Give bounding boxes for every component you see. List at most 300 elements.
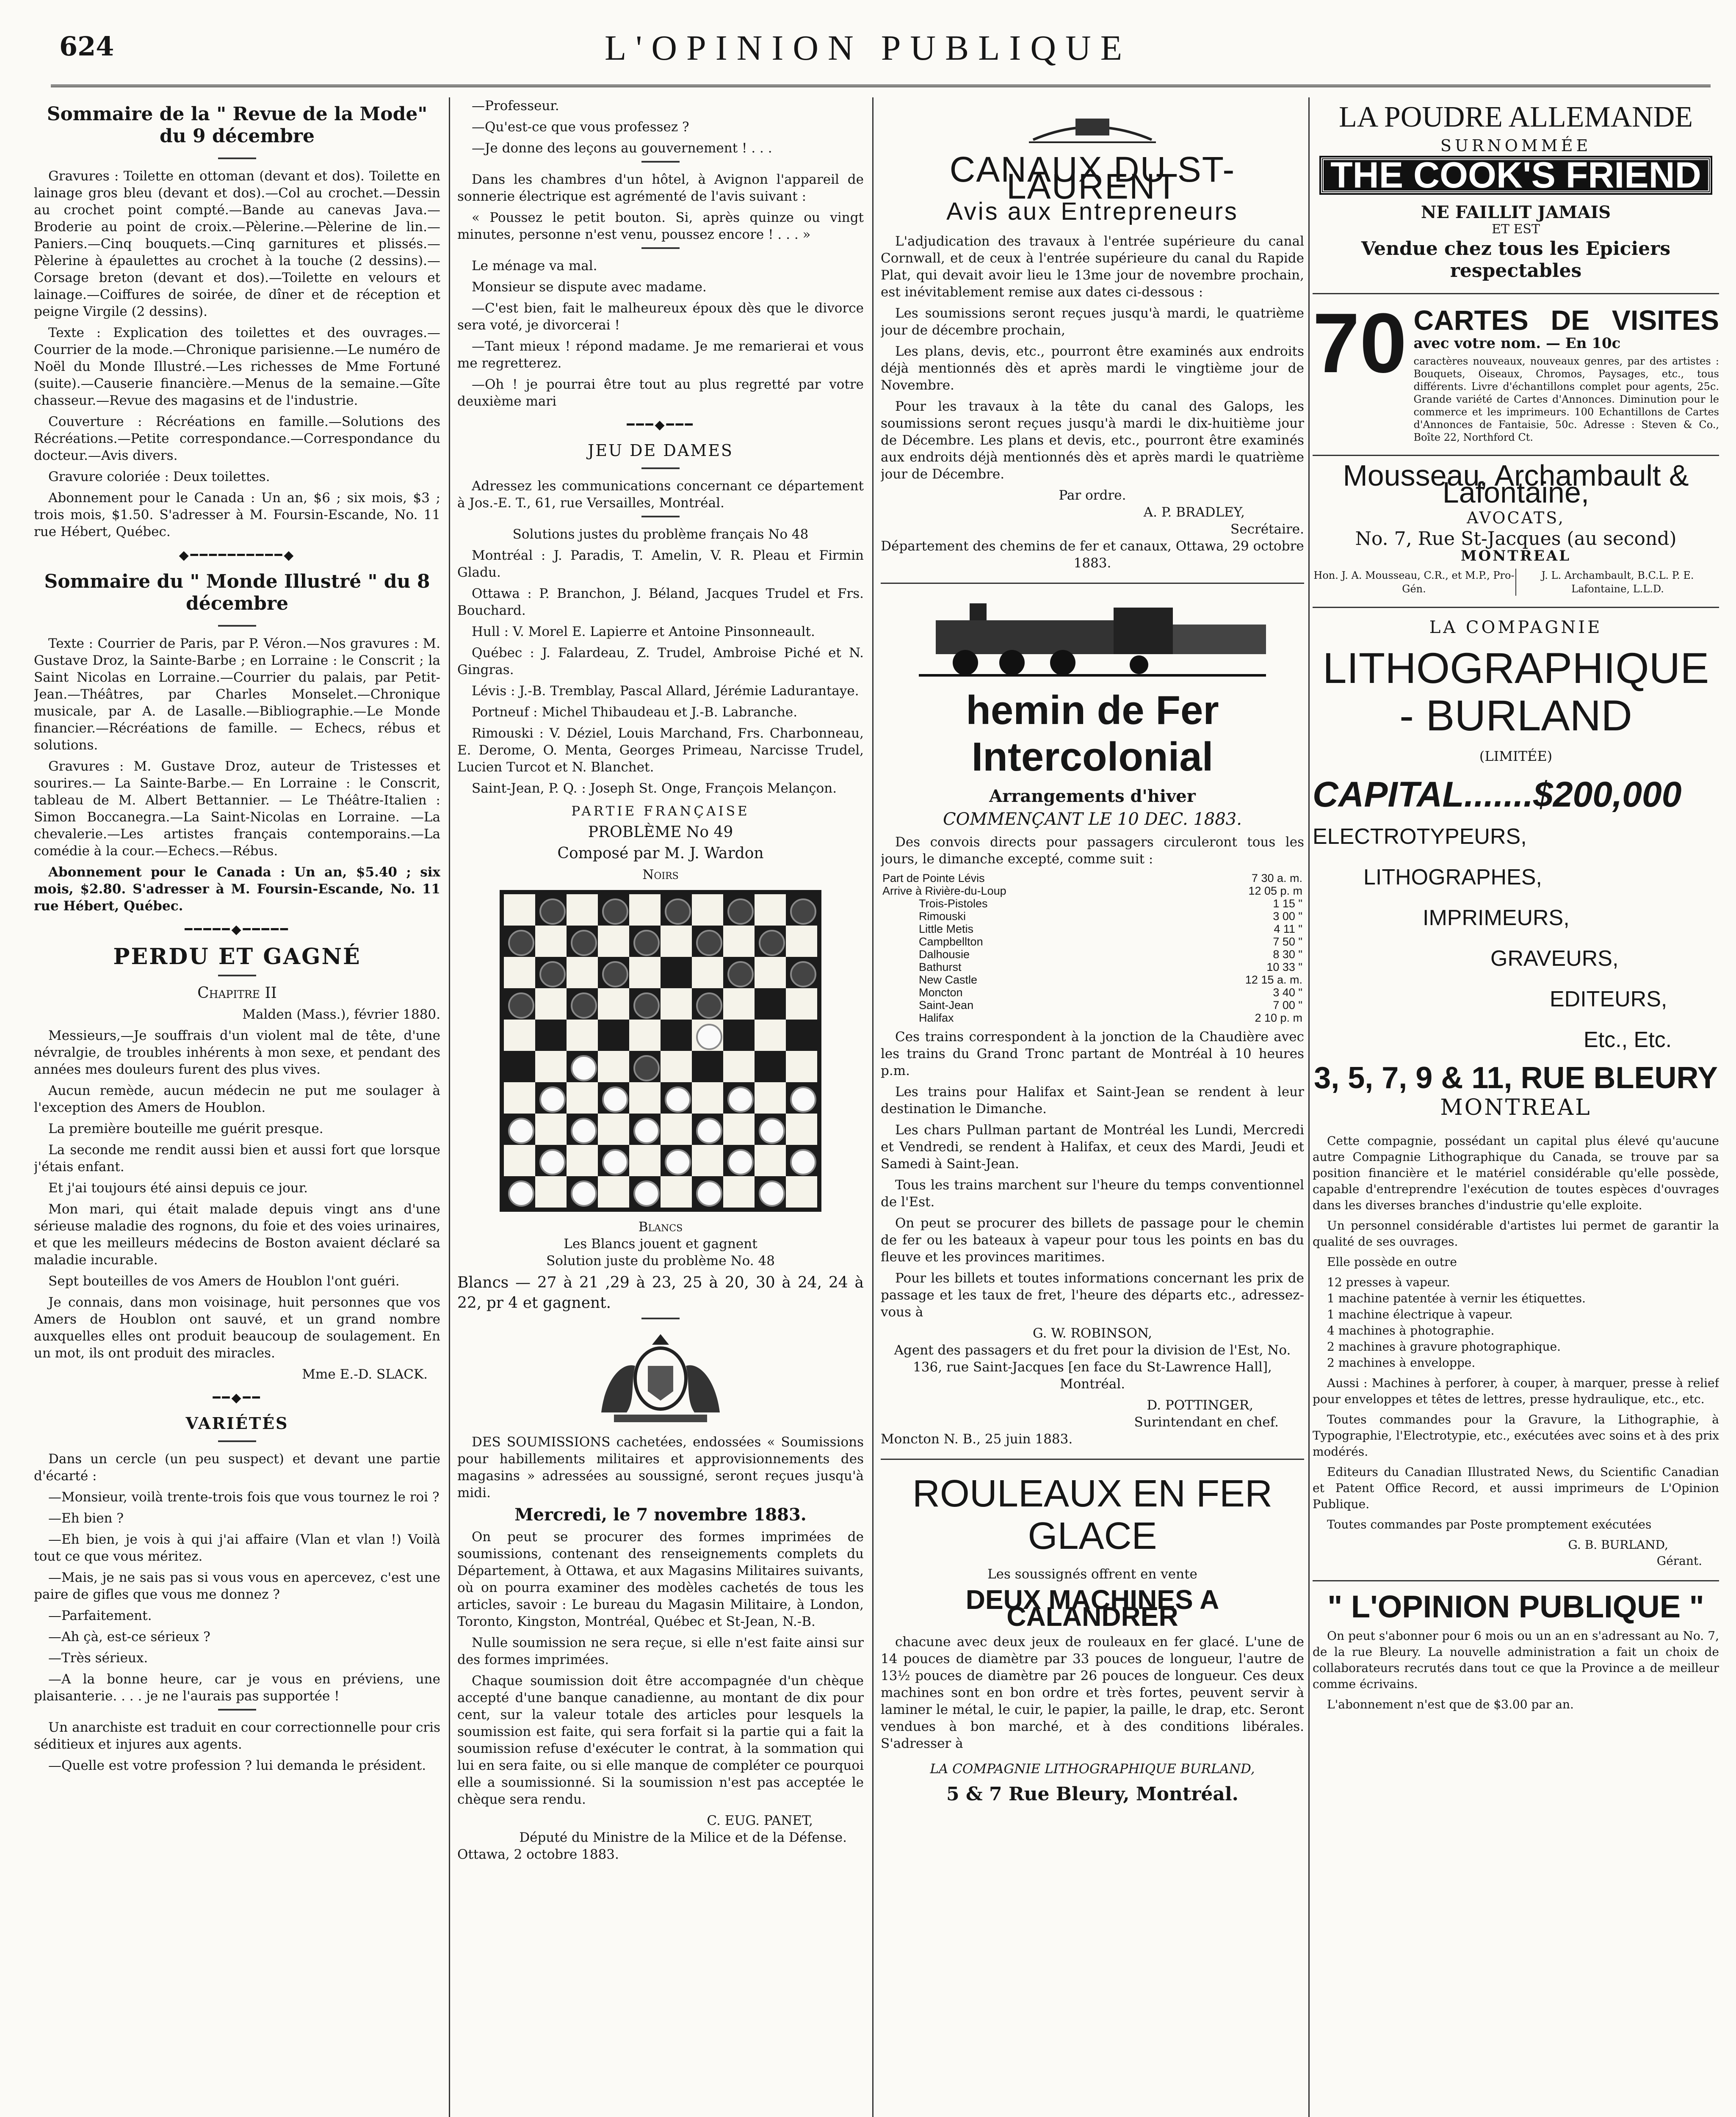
masthead-rule: [51, 85, 1711, 87]
compagnie-label: LA COMPAGNIE: [1429, 618, 1603, 637]
board-square: [629, 1082, 661, 1114]
departure-time: 3 40 ": [1273, 986, 1302, 999]
service-item: LITHOGRAPHES,: [1363, 865, 1542, 890]
column-2: [457, 97, 864, 2117]
schedule-row: [881, 961, 1304, 973]
paragraph: Les trains pour Halifax et Saint-Jean se rendent à leur destination le Dimanche.: [881, 1084, 1304, 1117]
board-square: [661, 1051, 692, 1082]
avocats-address: No. 7, Rue St-Jacques (au second): [1355, 528, 1677, 550]
board-square: [504, 926, 535, 957]
board-square: [629, 1051, 661, 1082]
black-piece: [633, 1055, 660, 1081]
paragraph: Aussi : Machines à perforer, à couper, à marquer, presse à relief pour enveloppes et têtes de lettres, presse hydraulique, etc., etc.: [1313, 1376, 1719, 1406]
paragraph: Et j'ai toujours été ainsi depuis ce jour.: [48, 1180, 308, 1196]
ad-divider: [881, 1459, 1304, 1460]
board-square: [567, 957, 598, 988]
commencant-line: COMMENÇANT LE 10 DEC. 1883.: [943, 810, 1242, 829]
board-square: [692, 1145, 723, 1176]
departure-time: 8 30 ": [1273, 948, 1302, 961]
solution-line: Hull : V. Morel E. Lapierre et Antoine Pinsonneault.: [472, 624, 815, 639]
board-square: [535, 894, 567, 926]
signature: G. B. BURLAND,: [1568, 1538, 1668, 1552]
schedule-row: [881, 923, 1304, 935]
paragraph: —Tant mieux ! répond madame. Je me remarierai et vous me regretterez.: [457, 339, 864, 371]
board-square: [692, 926, 723, 957]
paragraph: Mon mari, qui était malade depuis vingt ans d'une sérieuse maladie des rognons, du foie et des voies urinaires, et que les meilleurs médecins de Boston avaient déclaré sa maladie incurable.: [34, 1202, 440, 1268]
white-piece: [571, 1118, 597, 1144]
paragraph: Adressez les communications concernant ce département à Jos.-E. T., 61, rue Versailles, Montréal.: [457, 478, 864, 511]
board-square: [786, 1145, 817, 1176]
vendue-line: Vendue chez tous les Epiciers respectables: [1361, 238, 1671, 282]
names-left: Hon. J. A. Mousseau, C.R., et M.P., Pro-Gén.: [1313, 569, 1515, 595]
faillit-line: NE FAILLIT JAMAIS: [1421, 202, 1611, 222]
dateline: Malden (Mass.), février 1880.: [242, 1007, 440, 1022]
paragraph: Pour les billets et toutes informations concernant les prix de passage et les taux de fret, l'heure des départs etc., adressez-vous à: [881, 1271, 1304, 1320]
board-square: [629, 988, 661, 1020]
noirs-label: Noirs: [642, 867, 679, 882]
departure-time: 7 00 ": [1273, 999, 1302, 1012]
paragraph: Les plans, devis, etc., pourront être examinés aux endroits déjà mentionnés dès et après mardi le vingtième jour de Novembre.: [881, 344, 1304, 393]
station-name: Trois-Pistoles: [919, 897, 988, 910]
dateline: Moncton N. B., 25 juin 1883.: [881, 1432, 1073, 1447]
board-square: [755, 1176, 786, 1208]
board-square: [723, 1176, 755, 1208]
board-square: [723, 1145, 755, 1176]
ornament-rule: ━━━◆━━━: [627, 417, 694, 432]
board-square: [692, 957, 723, 988]
litho-heading: LITHOGRAPHIQUE - BURLAND: [1322, 644, 1709, 740]
board-square: [723, 1051, 755, 1082]
ad-divider: [881, 583, 1304, 584]
white-piece: [727, 1086, 754, 1113]
revue-abonnement: Abonnement pour le Canada : Un an, $6 ; six mois, $3 ; trois mois, $1.50. S'adresser à M. Foursin-Escande, No. 11 rue Hébert, Québec.: [34, 490, 440, 539]
revue-couverture: Couverture : Récréations en famille.—Solutions des Récréations.—Petite correspondance.—Correspondance du docteur.—Avis divers.: [34, 414, 440, 463]
white-piece: [696, 1024, 722, 1050]
white-piece: [790, 1149, 816, 1175]
board-square: [504, 957, 535, 988]
paragraph: Toutes commandes par Poste promptement exécutées: [1327, 1517, 1652, 1531]
varietes-heading: VARIÉTÉS: [185, 1414, 289, 1433]
service-item: IMPRIMEURS,: [1423, 906, 1570, 930]
board-square: [755, 894, 786, 926]
station-name: Saint-Jean: [919, 999, 974, 1012]
board-square: [535, 926, 567, 957]
rule: [218, 158, 256, 159]
station-name: Rimouski: [919, 910, 966, 923]
paragraph: L'adjudication des travaux à l'entrée supérieure du canal Cornwall, et de ceux à l'entrée supérieure du canal du Rapide Plat, qui devait avoir lieu le 13me jour de novembre prochain, est inévitablement remise aux dates ci-dessous :: [881, 234, 1304, 300]
dateline: Département des chemins de fer et canaux, Ottawa, 29 octobre 1883.: [881, 539, 1304, 571]
board-square: [629, 1145, 661, 1176]
ornament-rule: ━━━━━◆━━━━━: [185, 922, 290, 937]
board-square: [629, 957, 661, 988]
paragraph: —Quelle est votre profession ? lui demanda le président.: [48, 1758, 426, 1773]
board-square: [504, 1020, 535, 1051]
column-divider: [872, 97, 874, 2117]
black-piece: [696, 992, 722, 1019]
schedule-row: [881, 884, 1304, 897]
surnommee-label: SURNOMMÉE: [1440, 136, 1592, 155]
board-square: [504, 1114, 535, 1145]
service-item: ELECTROTYPEURS,: [1313, 824, 1527, 849]
board-square: [786, 1176, 817, 1208]
departure-time: 3 00 ": [1273, 910, 1302, 923]
departure-time: 4 11 ": [1274, 923, 1302, 935]
board-square: [755, 926, 786, 957]
signature-title: Député du Ministre de la Milice et de la Défense.: [519, 1830, 847, 1845]
schedule-row: [881, 1012, 1304, 1024]
signature-title: Secrétaire.: [1230, 522, 1304, 537]
board-square: [535, 1114, 567, 1145]
board-square: [723, 957, 755, 988]
paragraph: On peut se procurer des formes imprimées de soumissions, contenant des renseignements complets du Département, à Ottawa, et aux Magasins Militaires suivants, où on pourra examiner des modèles cachetés de tous les articles, savoir : Le bureau du Magasin Militaire, à London, Toronto, Kingston, Montréal, Québec et St-Jean, N.-B.: [457, 1529, 864, 1629]
paragraph: Ces trains correspondent à la jonction de la Chaudière avec les trains du Grand Tronc partant de Montréal à 10 heures p.m.: [881, 1029, 1304, 1078]
board-square: [598, 1145, 629, 1176]
rule: [218, 975, 256, 976]
paragraph: Elle possède en outre: [1327, 1255, 1457, 1269]
ornament-rule: ◆━━━━━━━━━━◆: [179, 548, 296, 563]
board-square: [661, 1145, 692, 1176]
board-square: [786, 926, 817, 957]
solution-line: Lévis : J.-B. Tremblay, Pascal Allard, Jérémie Ladurantaye.: [472, 683, 859, 699]
poudre-heading: LA POUDRE ALLEMANDE: [1338, 101, 1693, 133]
masthead: [25, 23, 1711, 74]
board-square: [661, 894, 692, 926]
board-square: [723, 1020, 755, 1051]
paragraph: Sept bouteilles de vos Amers de Houblon l'ont guéri.: [48, 1274, 400, 1289]
board-square: [692, 988, 723, 1020]
solution-line: Montréal : J. Paradis, T. Amelin, V. R. Pleau et Firmin Gladu.: [457, 548, 864, 580]
board-square: [567, 1082, 598, 1114]
rule: [218, 1440, 256, 1442]
board-square: [535, 1051, 567, 1082]
rule: [641, 161, 680, 163]
solution-line: Québec : J. Falardeau, Z. Trudel, Ambroise Piché et N. Gingras.: [457, 645, 864, 677]
paragraph: DES SOUMISSIONS cachetées, endossées « Soumissions pour habillements militaires et approvisionnements des magasins » adressées au soussigné, seront reçues jusqu'à midi.: [457, 1434, 864, 1501]
black-piece: [759, 930, 785, 956]
paragraph: —Qu'est-ce que vous professez ?: [472, 119, 689, 135]
rouleaux-heading: ROULEAUX EN FER GLACE: [912, 1473, 1273, 1557]
page-number: 624: [59, 31, 114, 62]
board-square: [661, 1114, 692, 1145]
black-piece: [633, 992, 660, 1019]
departure-time: 7 50 ": [1273, 935, 1302, 948]
solution-juste: Solution juste du problème No. 48: [546, 1253, 775, 1269]
paragraph: « Poussez le petit bouton. Si, après quinze ou vingt minutes, personne n'est venu, poussez encore ! . . . »: [457, 210, 864, 242]
board-square: [692, 1020, 723, 1051]
board-square: [786, 957, 817, 988]
service-item: Etc., Etc.: [1584, 1028, 1672, 1052]
board-square: [535, 1082, 567, 1114]
board-square: [692, 1051, 723, 1082]
paragraph: Chaque soumission doit être accompagnée d'un chèque accepté d'une banque canadienne, au montant de dix pour cent, sur la valeur totale des articles pour lesquels la soumission est faite, qui sera forfait si la partie qui a fait la soumission refuse d'exécuter le contrat, à la sommation qui lui en sera faite, ou si elle manque de compléter ce pourquoi elle a soumissionné. Si la soumission n'est pas acceptée le chèque sera rendu.: [457, 1673, 864, 1807]
station-name: Little Metis: [919, 923, 974, 935]
paragraph: Je connais, dans mon voisinage, huit personnes que vos Amers de Houblon ont sauvé, et un grand nombre auxquelles elles ont produit beaucoup de soulagement. En un mot, ils ont produit des miracles.: [34, 1295, 440, 1361]
ad-divider: [1313, 1580, 1719, 1581]
white-piece: [633, 1118, 660, 1144]
paragraph: —A la bonne heure, car je vous en préviens, une plaisanterie. . . . je ne l'aurais pas supportée !: [34, 1672, 440, 1704]
black-piece: [696, 930, 722, 956]
black-piece: [790, 961, 816, 987]
column-divider: [449, 97, 450, 2117]
board-square: [567, 894, 598, 926]
limitee-label: (LIMITÉE): [1479, 748, 1553, 764]
board-square: [692, 1114, 723, 1145]
monde-texte: Texte : Courrier de Paris, par P. Véron.—Nos gravures : M. Gustave Droz, la Sainte-Barbe ; en Lorraine : le Conscrit ; la Saint Nicolas en Lorraine.—Courrier du palais, par Petit-Jean.—Théâtres, par Charles Monselet.—Chronique musicale, par A. de Lasalle.—Bibliographie.—Le Monde financier.—Récréations de famille. — Echecs, rébus et solutions.: [34, 636, 440, 753]
board-square: [786, 1114, 817, 1145]
schedule-row: [881, 986, 1304, 999]
board-square: [723, 926, 755, 957]
white-piece: [759, 1118, 785, 1144]
solution-line: Ottawa : P. Branchon, J. Béland, Jacques Trudel et Frs. Bouchard.: [457, 586, 864, 618]
board-square: [661, 1020, 692, 1051]
black-piece: [727, 898, 754, 925]
equipment-item: 2 machines à gravure photographique.: [1327, 1340, 1561, 1354]
arrangements-heading: Arrangements d'hiver: [989, 786, 1196, 806]
signature: D. POTTINGER,: [1147, 1398, 1253, 1413]
signature: Mme E.-D. SLACK.: [302, 1367, 428, 1382]
ornament-rule: ━━◆━━: [213, 1390, 262, 1405]
paragraph: Pour les travaux à la tête du canal des Galops, les soumissions seront reçues jusqu'à mardi le dix-huitième jour de Décembre. Les plans et devis, etc., pourront être examinés aux endroits déjà mentionnés dès et après mardi le quatrième jour de Décembre.: [881, 399, 1304, 482]
paragraph: —Professeur.: [472, 98, 559, 113]
white-piece: [696, 1118, 722, 1144]
paragraph: Aucun remède, aucun médecin ne put me soulager à l'exception des Amers de Houblon.: [34, 1083, 440, 1115]
black-piece: [602, 961, 628, 987]
paragraph: —Eh bien, je vois à qui j'ai affaire (Vlan et vlan !) Voilà tout ce que vous méritez.: [34, 1532, 440, 1564]
white-piece: [602, 1149, 628, 1175]
departure-time: 7 30 a. m.: [1251, 872, 1302, 884]
royal-arms-illustration: [576, 1328, 745, 1429]
solution-line: Rimouski : V. Déziel, Louis Marchand, Frs. Charbonneau, E. Derome, O. Menta, Georges Primeau, Narcisse Trudel, Lucien Turcot et N. Blanchet.: [457, 726, 864, 775]
signature-title: Gérant.: [1656, 1554, 1702, 1568]
board-square: [598, 1114, 629, 1145]
company-address: 5 & 7 Rue Bleury, Montréal.: [946, 1783, 1238, 1805]
board-square: [504, 1176, 535, 1208]
station-name: Halifax: [919, 1012, 954, 1024]
white-piece: [539, 1086, 566, 1113]
signature: A. P. BRADLEY,: [1143, 505, 1245, 520]
cartes-ad: [1313, 296, 1719, 444]
board-square: [755, 988, 786, 1020]
company-name: LA COMPAGNIE LITHOGRAPHIQUE BURLAND,: [930, 1761, 1255, 1777]
paragraph: —Je donne des leçons au gouvernement ! . . .: [472, 141, 772, 156]
black-piece: [571, 992, 597, 1019]
departure-time: 12 05 p. m: [1248, 884, 1302, 897]
black-piece: [508, 930, 534, 956]
board-square: [786, 1020, 817, 1051]
white-piece: [665, 1086, 691, 1113]
board-square: [755, 1020, 786, 1051]
paragraph: Les chars Pullman partant de Montréal les Lundi, Mercredi et Vendredi, se rendent à Halifax, et ceux des Mardi, Jeudi et Samedi à Saint-Jean.: [881, 1122, 1304, 1172]
white-piece: [571, 1055, 597, 1081]
white-piece: [727, 1149, 754, 1175]
station-name: Part de Pointe Lévis: [882, 872, 985, 884]
signature-title: Surintendant en chef.: [1134, 1415, 1279, 1430]
ad-divider: [1313, 607, 1719, 608]
board-square: [567, 1176, 598, 1208]
column-1: [34, 97, 440, 2117]
equipment-item: 2 machines à enveloppe.: [1327, 1356, 1476, 1370]
black-piece: [665, 898, 691, 925]
white-piece: [665, 1149, 691, 1175]
board-square: [535, 1020, 567, 1051]
white-piece: [696, 1180, 722, 1207]
station-name: Arrive à Rivière-du-Loup: [882, 884, 1006, 897]
board-square: [786, 1082, 817, 1114]
paragraph: Tous les trains marchent sur l'heure du temps conventionnel de l'Est.: [881, 1177, 1304, 1210]
dames-heading: JEU DE DAMES: [588, 441, 733, 460]
board-square: [535, 1176, 567, 1208]
departure-time: 1 15 ": [1273, 897, 1302, 910]
black-piece: [727, 961, 754, 987]
service-item: EDITEURS,: [1550, 987, 1667, 1012]
black-piece: [539, 898, 566, 925]
black-piece: [633, 930, 660, 956]
equipment-item: 1 machine électrique à vapeur.: [1327, 1307, 1513, 1321]
canaux-heading: CANAUX DU ST-LAURENT: [949, 149, 1236, 206]
board-square: [661, 1082, 692, 1114]
board-square: [598, 1020, 629, 1051]
monde-abonnement: Abonnement pour le Canada : Un an, $5.40 ; six mois, $2.80. S'adresser à M. Foursin-Escande, No. 11 rue Hébert, Québec.: [34, 865, 440, 914]
paragraph: On peut s'abonner pour 6 mois ou un an en s'adressant au No. 7, de la rue Bleury. La nouvelle administration a fait un choix de collaborateurs recrutés dans tout ce que la Province a de meilleur comme écrivains.: [1313, 1629, 1719, 1691]
equipment-item: 4 machines à photographie.: [1327, 1324, 1495, 1338]
solutions-heading: Solutions justes du problème français No 48: [512, 527, 809, 542]
train-schedule: [881, 872, 1304, 1024]
black-piece: [508, 992, 534, 1019]
paragraph: Monsieur se dispute avec madame.: [472, 279, 707, 295]
revue-coloriee: Gravure coloriée : Deux toilettes.: [48, 469, 270, 484]
rule: [641, 467, 680, 469]
solution-line: Portneuf : Michel Thibaudeau et J.-B. Labranche.: [472, 705, 798, 720]
par-ordre: Par ordre.: [1059, 488, 1126, 503]
board-square: [723, 1082, 755, 1114]
solution-moves: Blancs — 27 à 21 ,29 à 23, 25 à 20, 30 à 24, 24 à 22, pr 4 et gagnent.: [457, 1274, 864, 1312]
board-square: [598, 1082, 629, 1114]
revue-heading: Sommaire de la " Revue de la Mode" du 9 décembre: [47, 103, 428, 147]
station-name: Campbellton: [919, 935, 983, 948]
paragraph: Editeurs du Canadian Illustrated News, du Scientific Canadian et Patent Office Record, et aussi imprimeurs de L'Opinion Publique.: [1313, 1465, 1719, 1511]
board-square: [786, 894, 817, 926]
paragraph: Les soumissions seront reçues jusqu'à mardi, le quatrième jour de décembre prochain,: [881, 306, 1304, 338]
board-square: [598, 988, 629, 1020]
board-square: [692, 1176, 723, 1208]
board-square: [692, 1082, 723, 1114]
paragraph: Un anarchiste est traduit en cour correctionnelle pour cris séditieux et injures aux agents.: [34, 1720, 440, 1752]
board-square: [755, 957, 786, 988]
board-square: [755, 1145, 786, 1176]
white-piece: [633, 1180, 660, 1207]
station-name: Dalhousie: [919, 948, 970, 961]
black-piece: [571, 930, 597, 956]
paragraph: Le ménage va mal.: [472, 258, 597, 274]
board-square: [629, 1176, 661, 1208]
paragraph: L'abonnement n'est que de $3.00 par an.: [1327, 1697, 1574, 1711]
perdu-heading: PERDU ET GAGNÉ: [113, 944, 361, 970]
rule: [218, 1709, 256, 1711]
board-square: [598, 926, 629, 957]
rue-bleury-address: 3, 5, 7, 9 & 11, RUE BLEURY: [1314, 1061, 1718, 1095]
monde-heading: Sommaire du " Monde Illustré " du 8 décembre: [44, 571, 430, 614]
paragraph: —Oh ! je pourrai être tout au plus regretté par votre deuxième mari: [457, 377, 864, 409]
paragraph: Dans les chambres d'un hôtel, à Avignon l'appareil de sonnerie électrique est agrémenté de l'avis suivant :: [457, 172, 864, 204]
white-piece: [539, 1149, 566, 1175]
blancs-jouent: Les Blancs jouent et gagnent: [564, 1236, 757, 1252]
composer-line: Composé par M. J. Wardon: [557, 845, 764, 862]
board-square: [661, 926, 692, 957]
board-square: [567, 1145, 598, 1176]
board-square: [598, 1051, 629, 1082]
paragraph: Messieurs,—Je souffrais d'un violent mal de tête, d'une névralgie, de troubles inhérents à mon sexe, et pendant des années mes douleurs furent des plus vives.: [34, 1028, 440, 1077]
board-square: [567, 926, 598, 957]
rule: [218, 625, 256, 627]
paragraph: —Mais, je ne sais pas si vous vous en apercevez, c'est une paire de gifles que vous me donnez ?: [34, 1570, 440, 1602]
equipment-item: 12 presses à vapeur.: [1327, 1275, 1450, 1289]
station-name: New Castle: [919, 973, 978, 986]
white-piece: [571, 1180, 597, 1207]
service-item: GRAVEURS,: [1490, 946, 1619, 971]
monde-gravures: Gravures : M. Gustave Droz, auteur de Tristesses et sourires.— La Sainte-Barbe.— En Lorraine : le Conscrit, tableau de M. Albert Bettannier. — Le Théâtre-Italien : Simon Boccanegra.—La Saint-Nicolas en Lorraine. —La chevalerie.—Les artistes français contemporains.—La comédie à la cour.—Echecs.—Rébus.: [34, 759, 440, 859]
departure-time: 12 15 a. m.: [1245, 973, 1302, 986]
paragraph: chacune avec deux jeux de rouleaux en fer glacé. L'une de 14 pouces de diamètre par 33 pouces de longueur, l'autre de 13½ pouces de diamètre par 26 pouces de longueur. Ces deux machines sont en bon ordre et très fortes, peuvent servir à laminer le métal, le cuir, le papier, la paille, le drap, etc. Seront vendues à bon marché, et à des conditions libérales. S'adresser à: [881, 1634, 1304, 1751]
paragraph: Cette compagnie, possédant un capital plus élevé qu'aucune autre Compagnie Lithographique du Canada, se trouve par sa position financière et le matériel considérable qu'elle possède, capable d'entreprendre l'exécution de toutes espèces d'ouvrages dans les diverses branches d'industrie qu'elle exploite.: [1313, 1134, 1719, 1212]
mousseau-heading: Mousseau, Archambault & Lafontaine,: [1343, 459, 1689, 509]
board-square: [504, 988, 535, 1020]
cooks-friend-banner: THE COOK'S FRIEND: [1321, 158, 1711, 193]
capital-line: CAPITAL.......$200,000: [1313, 774, 1682, 814]
opinion-publique-heading: " L'OPINION PUBLIQUE ": [1327, 1589, 1704, 1624]
column-4: [1313, 97, 1719, 2117]
board-square: [661, 988, 692, 1020]
services-list: [1313, 824, 1719, 1053]
schedule-row: [881, 935, 1304, 948]
white-piece: [790, 1086, 816, 1113]
board-square: [661, 957, 692, 988]
white-piece: [508, 1118, 534, 1144]
column-divider: [1308, 97, 1310, 2117]
paragraph: —Très sérieux.: [48, 1650, 148, 1666]
signature: G. W. ROBINSON,: [1032, 1326, 1153, 1341]
canaux-subheading: Avis aux Entrepreneurs: [946, 198, 1238, 225]
board-square: [598, 1176, 629, 1208]
board-square: [755, 1114, 786, 1145]
locomotive-illustration: [902, 595, 1283, 680]
paragraph: —C'est bien, fait le malheureux époux dès que le divorce sera voté, je divorcerai !: [457, 301, 864, 333]
paragraph: On peut se procurer des billets de passage pour le chemin de fer ou les bateaux à vapeur pour tous les points en bas du fleuve et les provinces maritimes.: [881, 1216, 1304, 1265]
paragraph: —Eh bien ?: [48, 1511, 124, 1526]
schedule-body: [881, 872, 1304, 1024]
revue-gravures: Gravures : Toilette en ottoman (devant et dos). Toilette en lainage gros bleu (devant et dos).—Col au crochet.—Dessin au crochet point compté.—Bande au canevas Java.—Broderie au point de croix.—Pèlerine.—Pèlerine de lin.—Paniers.—Cinq bouquets.—Cinq garnitures et plissés.—Pèlerine à épaulettes au crochet à la touche (2 dessins).—Corsage breton (devant et dos).—Toilette en velours et lainage.—Coiffures de soirée, de dîner et de réception et peigne Virgile (2 dessins).: [34, 169, 440, 319]
black-piece: [790, 898, 816, 925]
avocats-label: AVOCATS,: [1466, 509, 1565, 527]
schedule-row: [881, 948, 1304, 961]
schedule-row: [881, 872, 1304, 884]
black-piece: [539, 961, 566, 987]
deux-machines-heading: DEUX MACHINES A CALANDRER: [965, 1584, 1219, 1632]
et-est: ET EST: [1492, 222, 1540, 237]
montreal-label: MONTREAL: [1460, 547, 1571, 564]
cartes-nom: avec votre nom. — En 10c: [1413, 335, 1621, 352]
schedule-row: [881, 897, 1304, 910]
blancs-label: Blancs: [638, 1219, 683, 1235]
board-square: [629, 926, 661, 957]
paragraph: Toutes commandes pour la Gravure, la Lithographie, à Typographie, l'Electrotypie, etc., exécutées avec soins et à des prix modérés.: [1313, 1412, 1719, 1459]
white-piece: [602, 1086, 628, 1113]
board-square: [567, 988, 598, 1020]
revue-texte: Texte : Explication des toilettes et des ouvrages.—Courrier de la mode.—Chronique parisienne.—Le numéro de Noël du Monde Illustré.—Les richesses de Mme Fortuné (suite).—Causerie financière.—Menus de la semaine.—Gîte chasseur.—Revue des magasins et de l'industrie.: [34, 325, 440, 408]
board-square: [598, 957, 629, 988]
board-square: [755, 1082, 786, 1114]
board-square: [723, 894, 755, 926]
paragraph: La première bouteille me guérit presque.: [48, 1121, 323, 1136]
